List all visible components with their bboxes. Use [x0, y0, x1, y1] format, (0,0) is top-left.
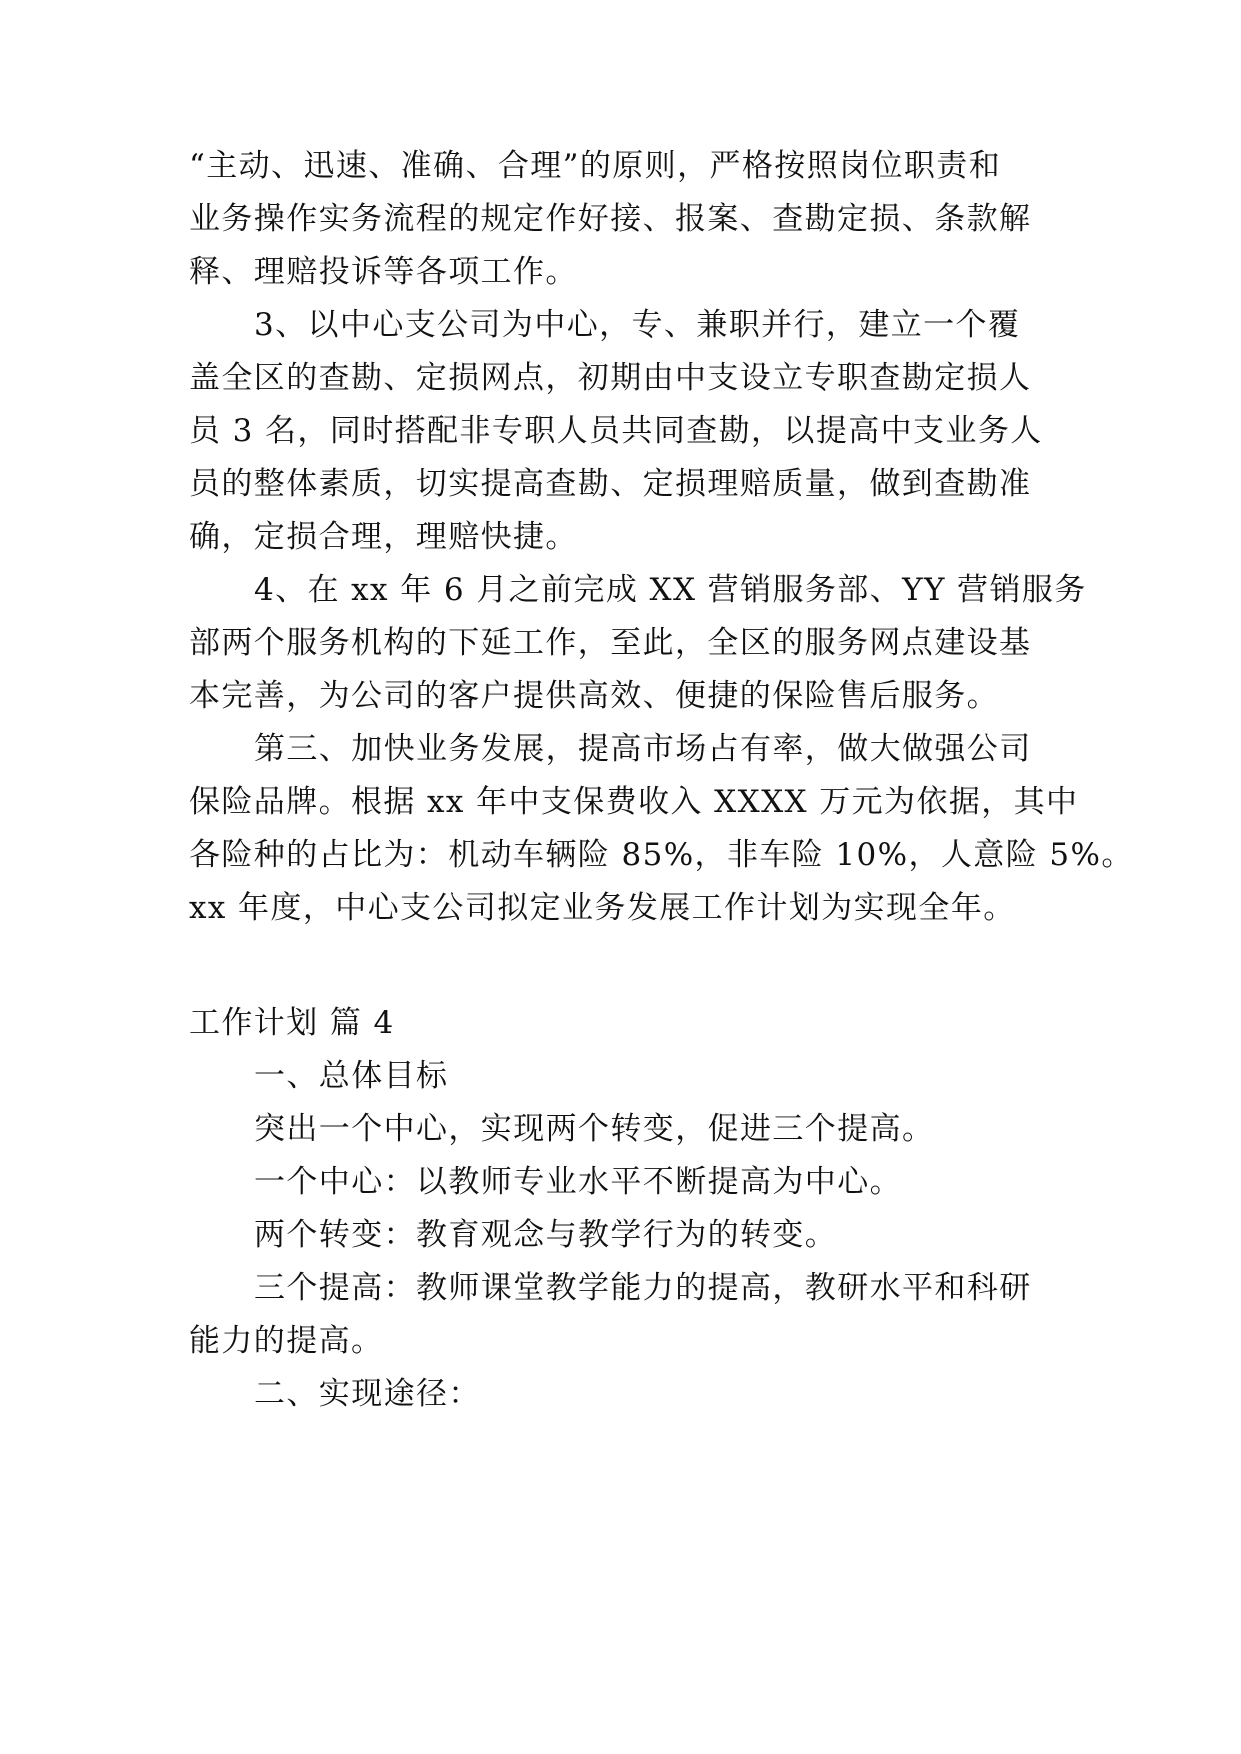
text-line: 部两个服务机构的下延工作，至此，全区的服务网点建设基 [189, 625, 1032, 661]
text-line: 两个转变：教育观念与教学行为的转变。 [254, 1217, 838, 1253]
text-line: 能力的提高。 [189, 1323, 384, 1359]
text-line: 一、总体目标 [254, 1058, 449, 1094]
text-line: 突出一个中心，实现两个转变，促进三个提高。 [254, 1111, 935, 1147]
text-line: 4、在 xx 年 6 月之前完成 XX 营销服务部、YY 营销服务 [254, 572, 1087, 608]
text-line: 第三、加快业务发展，提高市场占有率，做大做强公司 [254, 731, 1032, 767]
section-heading: 工作计划 篇 4 [189, 1005, 395, 1041]
text-line: 盖全区的查勘、定损网点，初期由中支设立专职查勘定损人 [189, 360, 1032, 396]
text-line: 确，定损合理，理赔快捷。 [189, 519, 578, 555]
text-line: 保险品牌。根据 xx 年中支保费收入 XXXX 万元为依据，其中 [189, 784, 1079, 820]
text-line: 三个提高：教师课堂教学能力的提高，教研水平和科研 [254, 1270, 1032, 1306]
text-line: xx 年度，中心支公司拟定业务发展工作计划为实现全年。 [189, 890, 1016, 926]
text-line: 本完善，为公司的客户提供高效、便捷的保险售后服务。 [189, 678, 999, 714]
text-line: 二、实现途径： [254, 1376, 481, 1412]
text-line: 员 3 名，同时搭配非专职人员共同查勘，以提高中支业务人 [189, 413, 1043, 449]
text-line: 释、理赔投诉等各项工作。 [189, 254, 578, 290]
text-line: 业务操作实务流程的规定作好接、报案、查勘定损、条款解 [189, 201, 1032, 237]
text-line: 3、以中心支公司为中心，专、兼职并行，建立一个覆 [254, 307, 1021, 343]
text-line: “主动、迅速、准确、合理”的原则，严格按照岗位职责和 [189, 148, 1002, 184]
text-line: 员的整体素质，切实提高查勘、定损理赔质量，做到查勘准 [189, 466, 1032, 502]
text-line: 一个中心：以教师专业水平不断提高为中心。 [254, 1164, 902, 1200]
text-line: 各险种的占比为：机动车辆险 85%，非车险 10%，人意险 5%。 [189, 837, 1134, 873]
